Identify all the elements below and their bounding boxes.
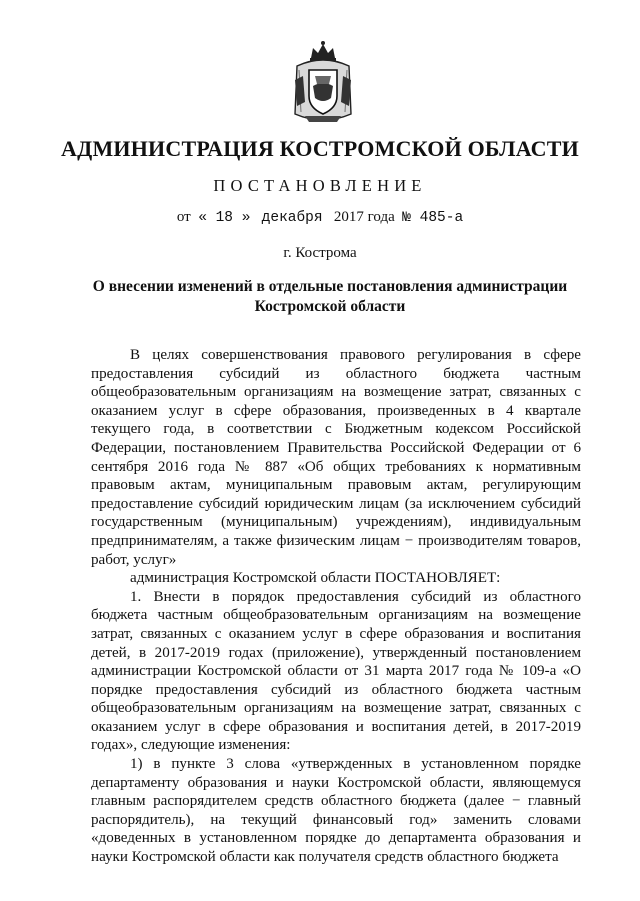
organization-title: АДМИНИСТРАЦИЯ КОСТРОМСКОЙ ОБЛАСТИ [61, 136, 579, 161]
coat-of-arms-icon [291, 40, 355, 124]
document-subject [90, 277, 570, 317]
city: г. Кострома [283, 245, 357, 261]
subject-line: О внесении изменений в отдельные постановления администрации [92, 278, 568, 295]
body-paragraph: администрация Костромской области ПОСТАНОВЛЯЕТ: [130, 570, 501, 587]
document-type: ПОСТАНОВЛЕНИЕ [213, 176, 427, 195]
body-paragraph: В целях совершенствования правового регулирования в сфере предоставления субсидий из областного бюджета частным общеобразовательным организациям на возмещение затрат, связанных с оказанием услуг в сфере образования, произведенных в 4 квартале текущего года, в соответствии с Бюджетным кодексом Российской Федерации, постановлением Правительства Российской Федерации от 6 сентября 2016 года № 887 «Об общих требованиях к нормативным правовым актам, муниципальным правовым актам, регулирующим предоставление субсидий юридическим лицам (за исключением субсидий государственным (муниципальным) учреждениям), индивидуальным предпринимателям, а также физическим лицам − производителям товаров, работ, услуг» [91, 347, 581, 568]
date-month: декабря [261, 210, 323, 226]
subject-line: Костромской области [254, 298, 406, 315]
body-paragraph: 1) в пункте 3 слова «утвержденных в установленном порядке департаменту образования и науки Костромской области, являющемуся главным распорядителем средств областного бюджета (далее − главный распорядитель), на текущий финансовый год» заменить словами «доведенных в установленном порядке до департамента образования и науки Костромской области как получателя средств областного бюджета [91, 756, 581, 866]
date-year: 2017 года [333, 209, 395, 225]
date-day: « 18 » [198, 210, 251, 226]
date-line [0, 209, 640, 226]
body-paragraph: 1. Внести в порядок предоставления субсидий из областного бюджета частным общеобразовательным организациям на возмещение затрат, связанных с оказанием услуг в сфере образования и воспитания детей, в 2017-2019 годах (приложение), утвержденный постановлением администрации Костромской области от 31 марта 2017 года № 109-а «О порядке предоставления субсидий из областного бюджета частным общеобразовательным организациям на возмещение затрат, связанных с оказанием услуг в сфере образования и воспитания детей, в 2017-2019 годах», следующие изменения: [91, 588, 581, 754]
document-body [91, 346, 581, 867]
document-number: № 485-а [402, 210, 464, 226]
date-prefix: от [176, 209, 191, 225]
